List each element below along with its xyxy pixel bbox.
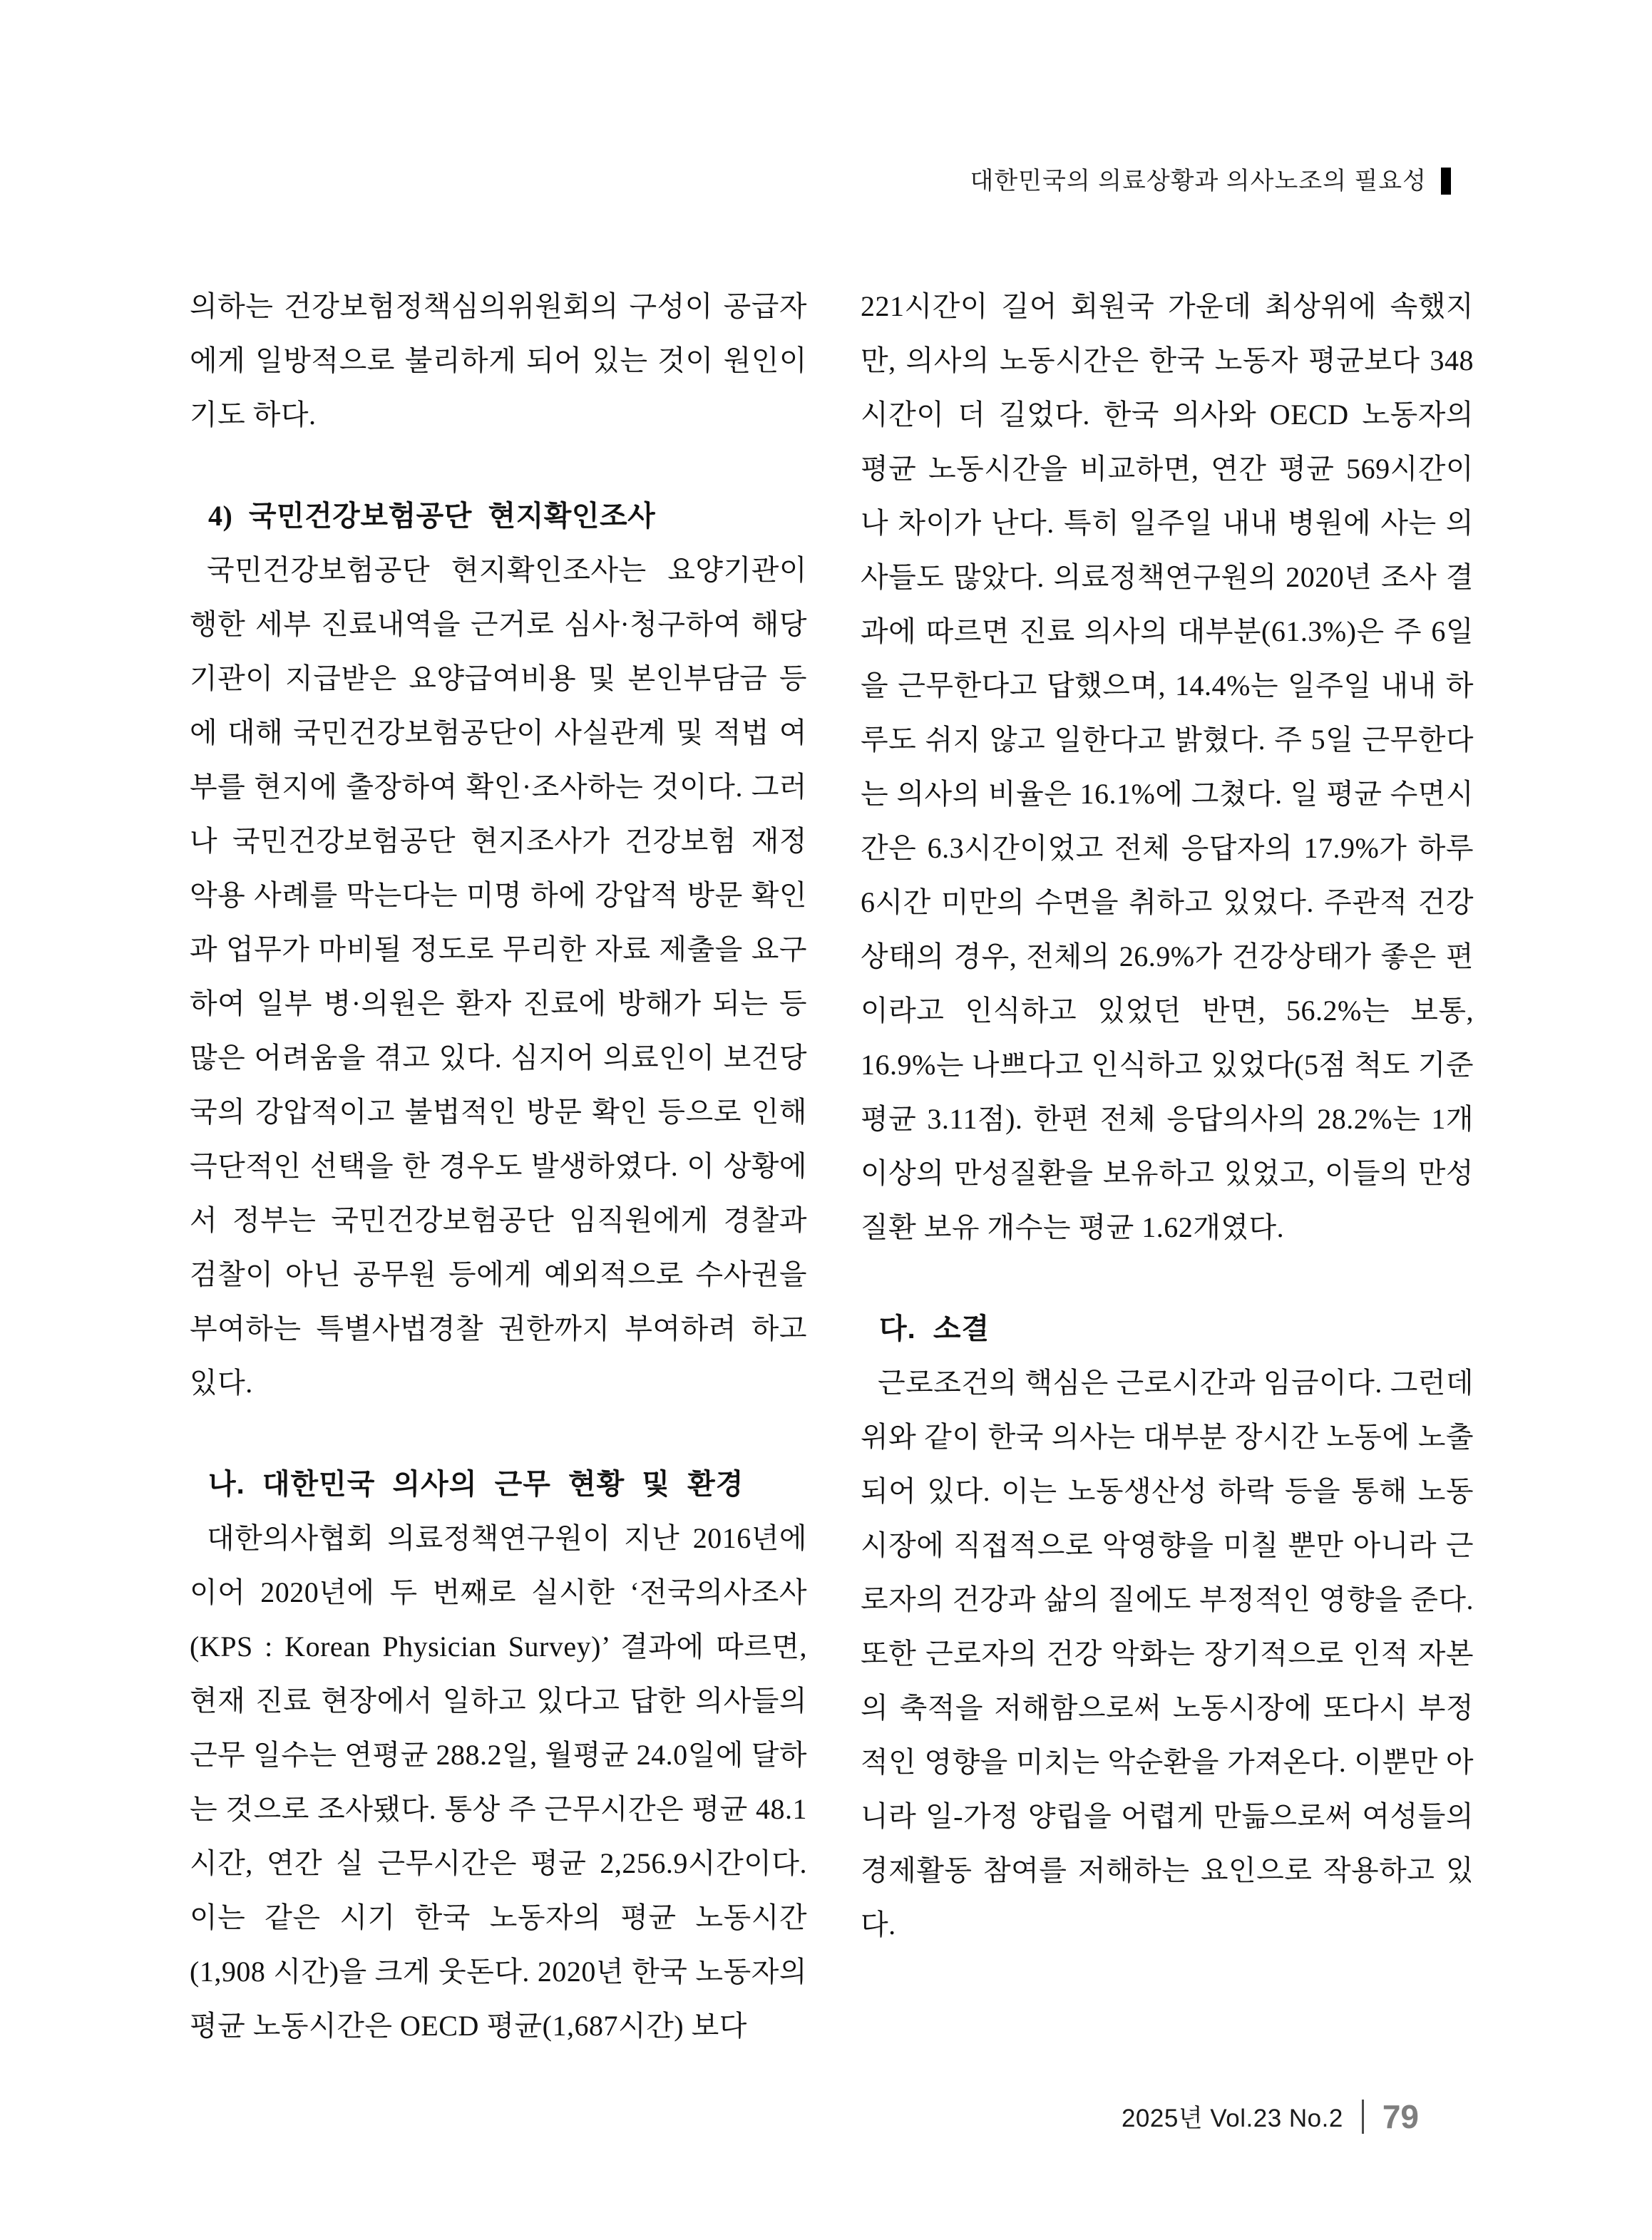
page-footer: [1122, 2097, 1419, 2136]
paragraph: 221시간이 길어 회원국 가운데 최상위에 속했지만, 의사의 노동시간은 한국 노동자 평균보다 348시간이 더 길었다. 한국 의사와 OECD 노동자의 평균 노동시간을 비교하면, 연간 평균 569시간이나 차이가 난다. 특히 일주일 내내 병원에 사는 의사들도 많았다. 의료정책연구원의 2020년 조사 결과에 따르면 진료 의사의 대부분(61.3%)은 주 6일을 근무한다고 답했으며, 14.4%는 일주일 내내 하루도 쉬지 않고 일한다고 밝혔다. 주 5일 근무한다는 의사의 비율은 16.1%에 그쳤다. 일 평균 수면시간은 6.3시간이었고 전체 응답자의 17.9%가 하루 6시간 미만의 수면을 취하고 있었다. 주관적 건강상태의 경우, 전체의 26.9%가 건강상태가 좋은 편이라고 인식하고 있었던 반면, 56.2%는 보통, 16.9%는 나쁘다고 인식하고 있었다(5점 척도 기준 평균 3.11점). 한편 전체 응답의사의 28.2%는 1개 이상의 만성질환을 보유하고 있었고, 이들의 만성질환 보유 개수는 평균 1.62개였다.: [861, 290, 1474, 1243]
running-head: [0, 164, 1451, 198]
header-bar-icon: [1441, 168, 1451, 195]
footer-divider: [1362, 2100, 1364, 2134]
right-column: [861, 279, 1474, 1952]
paragraph: 국민건강보험공단 현지확인조사는 요양기관이 행한 세부 진료내역을 근거로 심사·청구하여 해당 기관이 지급받은 요양급여비용 및 본인부담금 등에 대해 국민건강보험공단이 사실관계 및 적법 여부를 현지에 출장하여 확인·조사하는 것이다. 그러나 국민건강보험공단 현지조사가 건강보험 재정 악용 사례를 막는다는 미명 하에 강압적 방문 확인과 업무가 마비될 정도로 무리한 자료 제출을 요구하여 일부 병·의원은 환자 진료에 방해가 되는 등 많은 어려움을 겪고 있다. 심지어 의료인이 보건당국의 강압적이고 불법적인 방문 확인 등으로 인해 극단적인 선택을 한 경우도 발생하였다. 이 상황에서 정부는 국민건강보험공단 임직원에게 경찰과 검찰이 아닌 공무원 등에게 예외적으로 수사권을 부여하는 특별사법경찰 권한까지 부여하려 하고 있다.: [190, 554, 807, 1399]
paragraph: 대한의사협회 의료정책연구원이 지난 2016년에 이어 2020년에 두 번째로 실시한 ‘전국의사조사(KPS : Korean Physician Survey)’ 결과에 따르면, 현재 진료 현장에서 일하고 있다고 답한 의사들의 근무 일수는 연평균 288.2일, 월평균 24.0일에 달하는 것으로 조사됐다. 통상 주 근무시간은 평균 48.1시간, 연간 실 근무시간은 평균 2,256.9시간이다. 이는 같은 시기 한국 노동자의 평균 노동시간(1,908 시간)을 크게 웃돈다. 2020년 한국 노동자의 평균 노동시간은 OECD 평균(1,687시간) 보다: [190, 1522, 807, 2042]
subsection-heading: 4) 국민건강보험공단 현지확인조사: [208, 500, 656, 532]
paragraph: 근로조건의 핵심은 근로시간과 임금이다. 그런데 위와 같이 한국 의사는 대부분 장시간 노동에 노출되어 있다. 이는 노동생산성 하락 등을 통해 노동시장에 직접적으로 악영향을 미칠 뿐만 아니라 근로자의 건강과 삶의 질에도 부정적인 영향을 준다. 또한 근로자의 건강 악화는 장기적으로 인적 자본의 축적을 저해함으로써 노동시장에 또다시 부정적인 영향을 미치는 악순환을 가져온다. 이뿐만 아니라 일-가정 양립을 어렵게 만듦으로써 여성들의 경제활동 참여를 저해하는 요인으로 작용하고 있다.: [861, 1367, 1474, 1941]
page-number: 79: [1382, 2098, 1419, 2135]
section-heading: 다. 소결: [879, 1313, 990, 1345]
paragraph: 의하는 건강보험정책심의위원회의 구성이 공급자에게 일방적으로 불리하게 되어 있는 것이 원인이기도 하다.: [190, 290, 807, 431]
issue-label: 2025년 Vol.23 No.2: [1121, 2105, 1343, 2132]
running-head-title: 대한민국의 의료상황과 의사노조의 필요성: [970, 168, 1427, 195]
section-heading: 나. 대한민국 의사의 근무 현황 및 환경: [208, 1469, 744, 1500]
left-column: [190, 279, 807, 2053]
